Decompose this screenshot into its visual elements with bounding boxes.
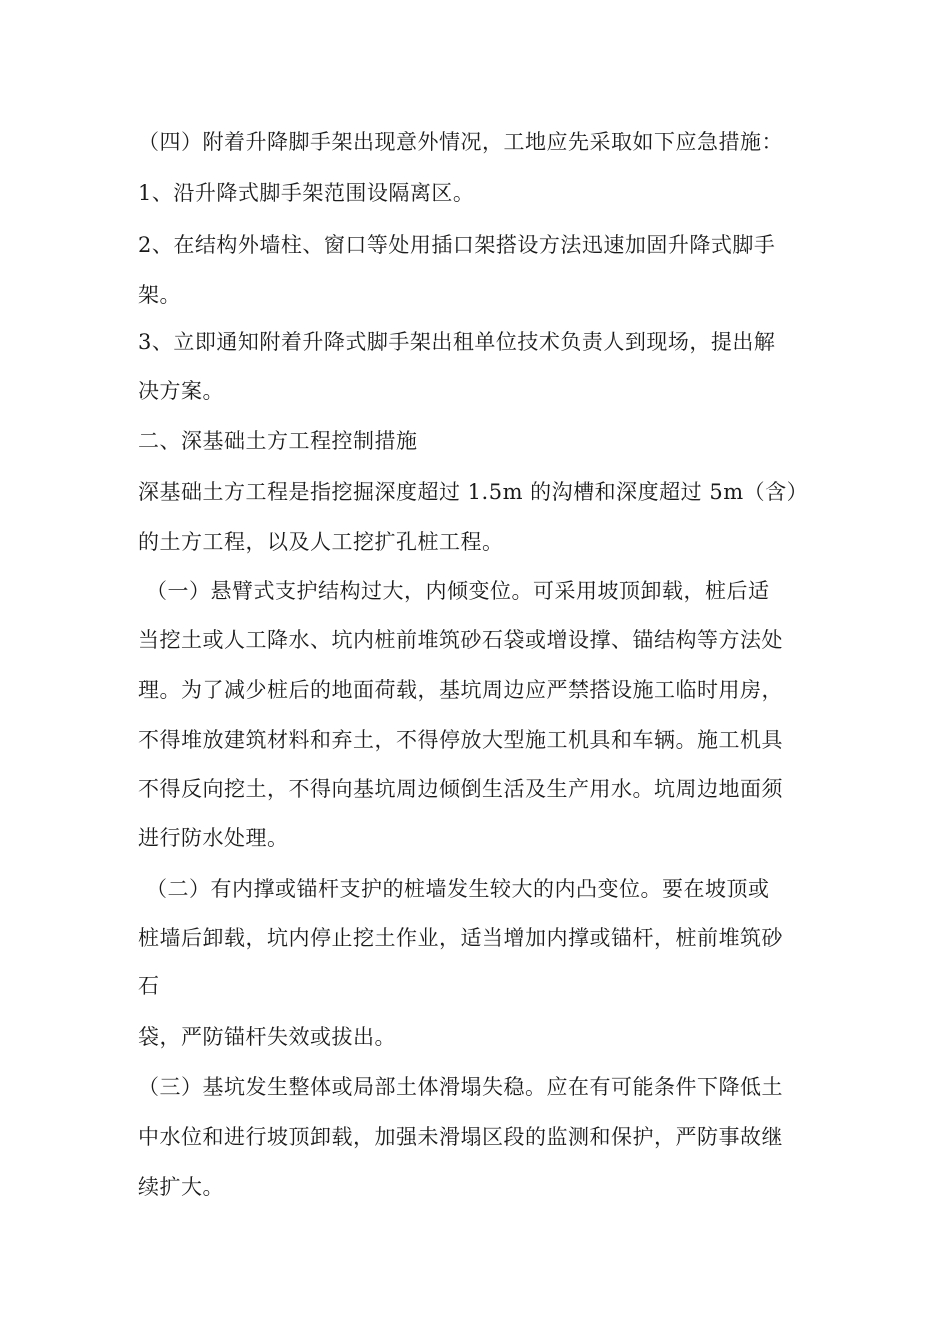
text-line: 石 xyxy=(138,974,160,998)
text-line: 袋，严防锚杆失效或拔出。 xyxy=(138,1025,396,1049)
text-line: 1、沿升降式脚手架范围设隔离区。 xyxy=(138,181,475,205)
text-line: 2、在结构外墙柱、窗口等处用插口架搭设方法迅速加固升降式脚手 xyxy=(138,233,776,257)
text-line: （一）悬臂式支护结构过大，内倾变位。可采用坡顶卸载，桩后适 xyxy=(146,579,770,603)
text-line: 3、立即通知附着升降式脚手架出租单位技术负责人到现场，提出解 xyxy=(138,330,776,354)
text-line: 深基础土方工程是指挖掘深度超过 1.5m 的沟槽和深度超过 5m（含） xyxy=(138,480,809,504)
text-line: 中水位和进行坡顶卸载，加强未滑塌区段的监测和保护，严防事故继 xyxy=(138,1125,783,1149)
text-line: 架。 xyxy=(138,283,181,307)
text-line: 进行防水处理。 xyxy=(138,826,289,850)
section-heading: 二、深基础土方工程控制措施 xyxy=(138,429,418,453)
text-line: 不得反向挖土，不得向基坑周边倾倒生活及生产用水。坑周边地面须 xyxy=(138,777,783,801)
text-line: 的土方工程，以及人工挖扩孔桩工程。 xyxy=(138,530,504,554)
text-line: （三）基坑发生整体或局部土体滑塌失稳。应在有可能条件下降低土 xyxy=(138,1075,783,1099)
text-line: 当挖土或人工降水、坑内桩前堆筑砂石袋或增设撑、锚结构等方法处 xyxy=(138,628,783,652)
text-line: 不得堆放建筑材料和弃土，不得停放大型施工机具和车辆。施工机具 xyxy=(138,728,783,752)
text-line: （四）附着升降脚手架出现意外情况，工地应先采取如下应急措施： xyxy=(138,130,783,154)
text-line: 续扩大。 xyxy=(138,1175,224,1199)
text-line: （二）有内撑或锚杆支护的桩墙发生较大的内凸变位。要在坡顶或 xyxy=(146,877,770,901)
text-line: 决方案。 xyxy=(138,379,224,403)
text-line: 理。为了减少桩后的地面荷载，基坑周边应严禁搭设施工临时用房， xyxy=(138,678,783,702)
text-line: 桩墙后卸载，坑内停止挖土作业，适当增加内撑或锚杆，桩前堆筑砂 xyxy=(138,926,783,950)
